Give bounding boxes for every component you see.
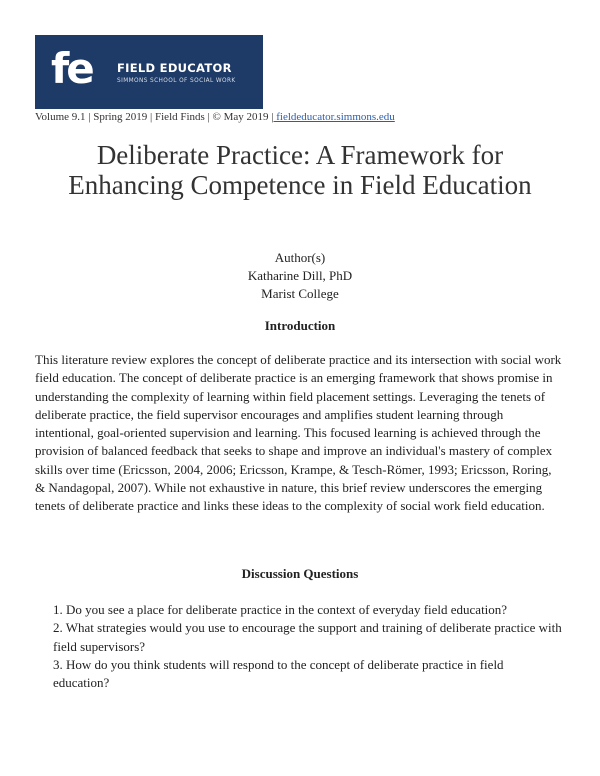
logo-mark: fe (51, 44, 92, 93)
journal-link[interactable]: fieldeducator.simmons.edu (273, 111, 395, 123)
discussion-question-list (53, 601, 563, 692)
article-title: Deliberate Practice: A Framework for Enhancing Competence in Field Education (68, 140, 532, 200)
author-block (0, 249, 600, 303)
logo-subtitle: SIMMONS SCHOOL OF SOCIAL WORK (117, 78, 236, 84)
author-name: Katharine Dill, PhD (247, 268, 353, 283)
author-affiliation: Marist College (261, 286, 339, 301)
introduction-heading: Introduction (264, 318, 336, 333)
discussion-question: 1. Do you see a place for deliberate practice in the context of everyday field education? (53, 602, 508, 617)
discussion-heading: Discussion Questions (241, 566, 359, 581)
citation-line (35, 111, 395, 123)
logo-title: FIELD EDUCATOR (117, 61, 232, 75)
discussion-question: 3. How do you think students will respond to the concept of deliberate practice in field education? (53, 656, 504, 691)
citation-text: Volume 9.1 | Spring 2019 | Field Finds | © May 2019 | (35, 111, 274, 123)
author-label: Author(s) (274, 250, 326, 265)
discussion-question: 2. What strategies would you use to encourage the support and training of deliberate practice with field supervisors? (53, 620, 562, 654)
introduction-paragraph: This literature review explores the concept of deliberate practice and its intersection with social work field education. The concept of deliberate practice is an emerging framework that shows promise in understanding the complexity of learning within field placement settings. Leveraging the tenets of deliberate practice, the field supervisor encourages and amplifies student learning through intentional, goal-oriented supervision and learning. This focused learning is achieved through the provision of balanced feedback that seeks to shape and improve an individual's mastery of complex skills over time (Ericsson, 2004, 2006; Ericsson, Krampe, & Tesch-Römer, 1993; Ericsson, Roring, & Nandagopal, 2007). While not exhaustive in nature, this brief review underscores the emerging tenets of deliberate practice and links these ideas to the complexity of social work field education. (35, 352, 562, 514)
field-educator-logo (35, 35, 263, 109)
